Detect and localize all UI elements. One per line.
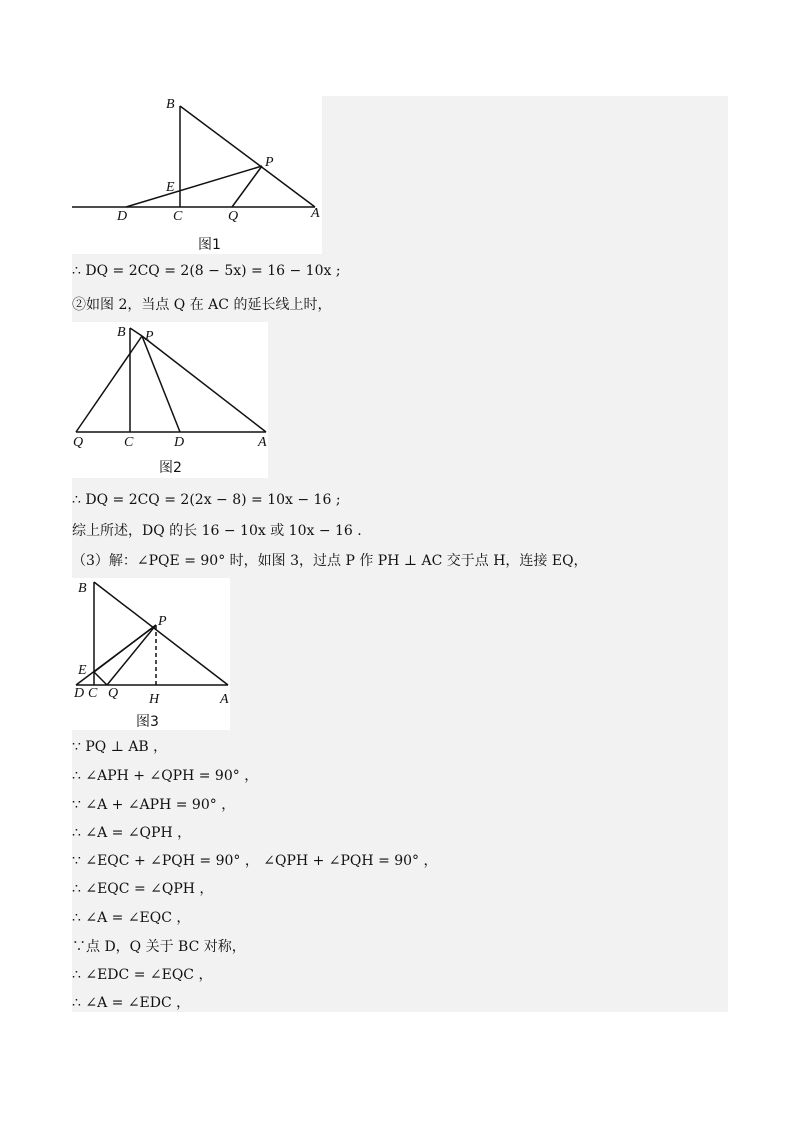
point-label-A: A: [311, 206, 320, 221]
solution-line-15: ∴ ∠A = ∠EDC ，: [72, 995, 191, 1011]
point-label-D: D: [117, 209, 128, 224]
solution-line-14: ∴ ∠EDC = ∠EQC ，: [72, 967, 213, 983]
point-label-E: E: [78, 663, 87, 678]
figure-1-diagram: [72, 96, 322, 254]
solution-line-1: ∴ DQ = 2CQ = 2(8 − 5x) = 16 − 10x ;: [72, 263, 341, 279]
solution-line-5: （3）解：∠PQE = 90° 时，如图 3，过点 P 作 PH ⊥ AC 交于点 H，连接 EQ，: [72, 553, 588, 569]
solution-line-13: ∵点 D，Q 关于 BC 对称，: [72, 939, 246, 955]
point-label-B: B: [78, 581, 87, 596]
point-label-A: A: [258, 435, 267, 450]
point-label-D: D: [74, 686, 85, 701]
figure-3: [72, 578, 230, 730]
solution-line-7: ∴ ∠APH + ∠QPH = 90° ，: [72, 768, 259, 784]
solution-line-3: ∴ DQ = 2CQ = 2(2x − 8) = 10x − 16 ;: [72, 492, 341, 508]
figure-3-caption: 图3: [136, 714, 159, 730]
point-label-Q: Q: [73, 435, 84, 450]
solution-line-6: ∵ PQ ⊥ AB ，: [72, 739, 168, 755]
figure-2-caption: 图2: [159, 460, 182, 476]
point-label-C: C: [173, 209, 183, 224]
figure-3-diagram: [72, 578, 230, 730]
point-label-P: P: [145, 329, 154, 344]
figure-2: [72, 322, 268, 478]
point-label-Q: Q: [108, 686, 119, 701]
point-label-B: B: [166, 97, 175, 112]
solution-line-12: ∴ ∠A = ∠EQC ，: [72, 910, 191, 926]
point-label-C: C: [124, 435, 134, 450]
solution-line-2: ②如图 2，当点 Q 在 AC 的延长线上时，: [72, 297, 332, 313]
point-label-C: C: [88, 686, 98, 701]
point-label-A: A: [220, 692, 229, 707]
solution-line-8: ∵ ∠A + ∠APH = 90° ，: [72, 797, 236, 813]
point-label-D: D: [174, 435, 185, 450]
solution-line-9: ∴ ∠A = ∠QPH ，: [72, 825, 192, 841]
solution-line-10: ∵ ∠EQC + ∠PQH = 90° ， ∠QPH + ∠PQH = 90° ，: [72, 853, 438, 869]
point-label-P: P: [158, 614, 167, 629]
point-label-P: P: [265, 155, 274, 170]
figure-2-diagram: [72, 322, 268, 478]
figure-1: [72, 96, 322, 254]
solution-line-11: ∴ ∠EQC = ∠QPH ，: [72, 881, 214, 897]
point-label-H: H: [149, 692, 160, 707]
point-label-E: E: [166, 180, 175, 195]
point-label-Q: Q: [228, 209, 239, 224]
point-label-B: B: [117, 325, 126, 340]
solution-line-4: 综上所述，DQ 的长 16 − 10x 或 10x − 16 .: [72, 523, 362, 539]
figure-1-caption: 图1: [198, 237, 221, 253]
